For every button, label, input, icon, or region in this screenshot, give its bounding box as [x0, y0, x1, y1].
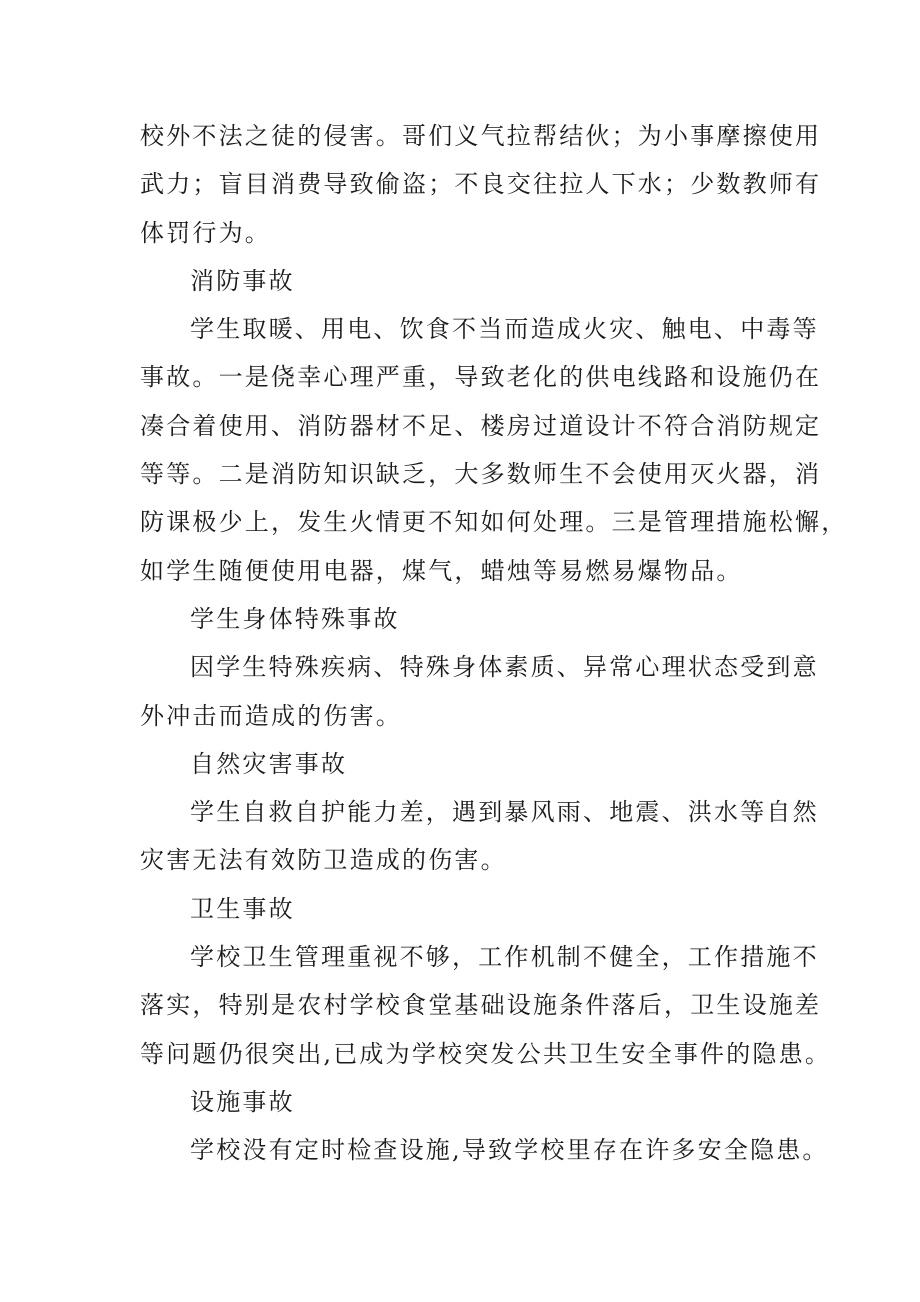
text-line: 体罚行为。 [140, 218, 271, 247]
section-heading: 消防事故 [190, 266, 295, 295]
text-line: 落实，特别是农村学校食堂基础设施条件落后，卫生设施差 [140, 991, 822, 1020]
text-line: 灾害无法有效防卫造成的伤害。 [140, 846, 507, 875]
text-line: 凑合着使用、消防器材不足、楼房过道设计不符合消防规定 [140, 411, 822, 440]
section-heading: 卫生事故 [190, 894, 295, 923]
text-line: 武力；盲目消费导致偷盗；不良交往拉人下水；少数教师有 [140, 170, 822, 199]
text-line: 等等。二是消防知识缺乏，大多数师生不会使用灭火器，消 [140, 460, 822, 489]
text-line: 学校卫生管理重视不够，工作机制不健全，工作措施不 [190, 943, 819, 972]
section-heading: 自然灾害事故 [190, 749, 348, 778]
text-line: 等问题仍很突出,已成为学校突发公共卫生安全事件的隐患。 [140, 1039, 832, 1068]
text-line: 如学生随便使用电器，煤气，蜡烛等易燃易爆物品。 [140, 556, 743, 585]
document-body [140, 112, 848, 1175]
section-heading: 学生身体特殊事故 [190, 604, 400, 633]
text-line: 外冲击而造成的伤害。 [140, 701, 402, 730]
text-line: 学生自救自护能力差，遇到暴风雨、地震、洪水等自然 [190, 798, 819, 827]
text-line: 事故。一是侥幸心理严重，导致老化的供电线路和设施仍在 [140, 363, 822, 392]
text-line: 学生取暖、用电、饮食不当而造成火灾、触电、中毒等 [190, 315, 819, 344]
text-line: 学校没有定时检查设施,导致学校里存在许多安全隐患。 [190, 1136, 829, 1165]
text-line: 防课极少上，发生火情更不知如何处理。三是管理措施松懈， [140, 508, 848, 537]
section-heading: 设施事故 [190, 1087, 295, 1116]
text-line: 校外不法之徒的侵害。哥们义气拉帮结伙；为小事摩擦使用 [140, 122, 822, 150]
text-line: 因学生特殊疾病、特殊身体素质、异常心理状态受到意 [190, 653, 819, 682]
